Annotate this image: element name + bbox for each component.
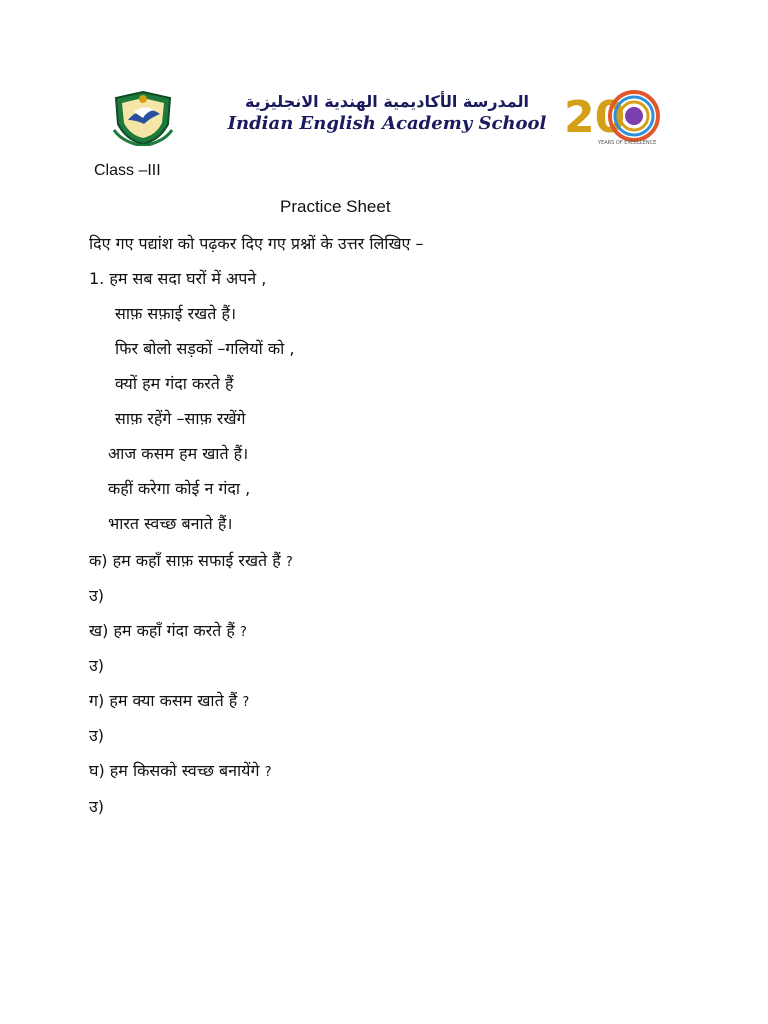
poem-line-2: साफ़ सफ़ाई रखते हैं। bbox=[115, 304, 237, 323]
question-text: हम किसको स्वच्छ बनायेंगे bbox=[109, 761, 260, 780]
question-text: हम कहाँ साफ़ सफाई रखते हैं bbox=[112, 551, 281, 570]
school-crest-icon bbox=[110, 90, 176, 146]
poem-line-1: 1. हम सब सदा घरों में अपने , bbox=[89, 269, 267, 288]
school-name-arabic: المدرسة الأكاديمية الهندية الانجليزية bbox=[244, 92, 529, 111]
answer-label-ga: उ) bbox=[89, 726, 105, 745]
poem-number: 1. bbox=[89, 269, 105, 288]
question-ka bbox=[89, 550, 293, 574]
poem-line-8: भारत स्वच्छ बनाते हैं। bbox=[108, 514, 233, 533]
question-kha bbox=[89, 620, 247, 644]
question-text: हम क्या कसम खाते हैं bbox=[109, 691, 238, 710]
poem-line-6: आज कसम हम खाते हैं। bbox=[108, 444, 249, 463]
question-mark: ? bbox=[285, 555, 293, 570]
question-label: ग) bbox=[89, 691, 105, 710]
school-name-english: Indian English Academy School bbox=[227, 113, 547, 134]
poem-line-5: साफ़ रहेंगे –साफ़ रखेंगे bbox=[115, 409, 246, 428]
question-label: घ) bbox=[89, 761, 105, 780]
answer-label-gha: उ) bbox=[89, 797, 105, 816]
question-text: हम कहाँ गंदा करते हैं bbox=[113, 621, 235, 640]
anniversary-logo bbox=[562, 86, 670, 150]
school-letterhead bbox=[110, 86, 670, 150]
question-label: ख) bbox=[89, 621, 109, 640]
poem-line-7: कहीं करेगा कोई न गंदा , bbox=[108, 479, 251, 498]
anniversary-caption: YEARS OF EXCELLENCE bbox=[598, 140, 657, 146]
poem-line-3: फिर बोलो सड़कों –गलियों को , bbox=[115, 339, 295, 358]
school-name bbox=[208, 92, 566, 142]
question-ga bbox=[89, 690, 249, 714]
sheet-title: Practice Sheet bbox=[280, 197, 391, 216]
question-mark: ? bbox=[239, 625, 247, 640]
instruction-text: दिए गए पद्यांश को पढ़कर दिए गए प्रश्नों के उत्तर लिखिए – bbox=[89, 234, 424, 253]
anniversary-number: 20 bbox=[564, 92, 626, 143]
answer-label-kha: उ) bbox=[89, 656, 105, 675]
question-mark: ? bbox=[264, 765, 272, 780]
question-label: क) bbox=[89, 551, 108, 570]
class-label: Class –III bbox=[94, 162, 161, 179]
question-gha bbox=[89, 760, 271, 784]
question-mark: ? bbox=[242, 695, 250, 710]
poem-line-4: क्यों हम गंदा करते हैं bbox=[115, 374, 234, 393]
answer-label-ka: उ) bbox=[89, 586, 105, 605]
